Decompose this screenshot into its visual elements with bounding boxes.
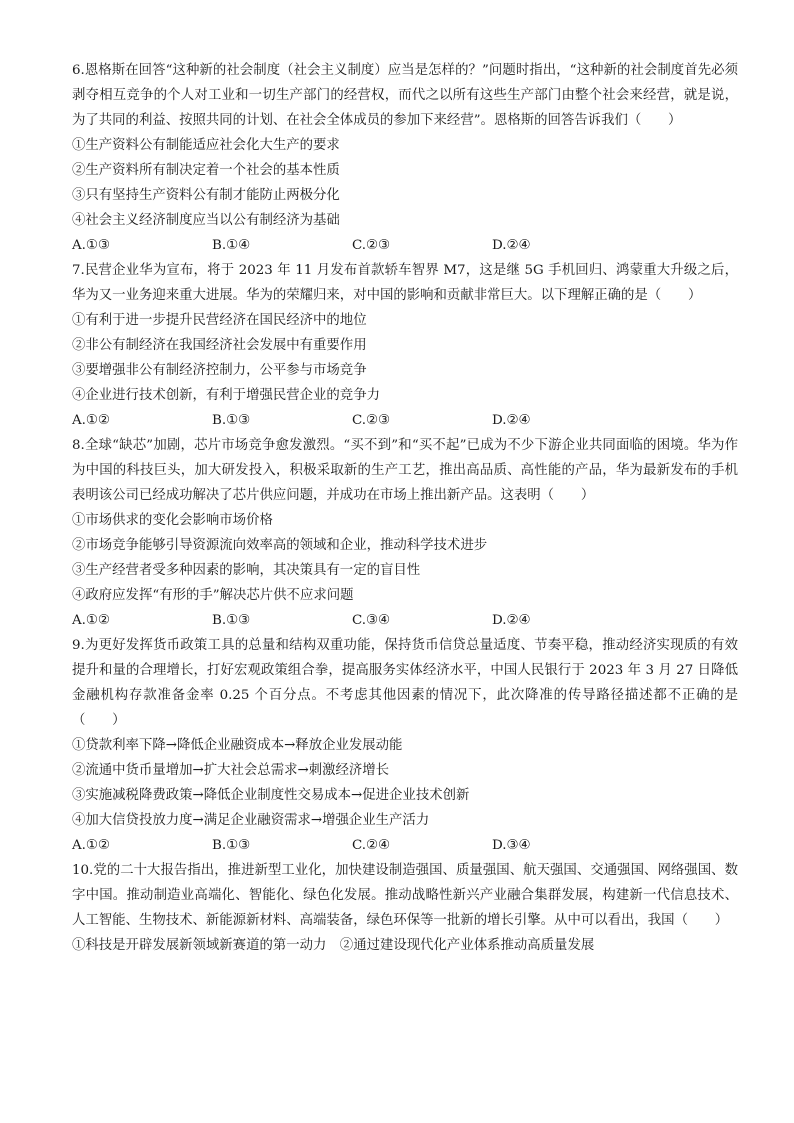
answer-choices [72,833,738,858]
statement: ④加大信贷投放力度→满足企业融资需求→增强企业生产活力 [72,813,430,828]
choice-d: D.②④ [492,613,531,628]
answer-choices [72,408,738,433]
choice-c: C.②③ [352,238,391,253]
statement: ①有利于进一步提升民营经济在国民经济中的地位 [72,313,367,328]
choice-c: C.②④ [352,838,391,853]
statement: ①贷款利率下降→降低企业融资成本→释放企业发展动能 [72,738,403,753]
statement: ①生产资料公有制能适应社会化大生产的要求 [72,138,340,153]
answer-choices [72,608,738,633]
statement: ②流通中货币量增加→扩大社会总需求→刺激经济增长 [72,763,390,778]
question-stem: 9.为更好发挥货币政策工具的总量和结构双重功能，保持货币信贷总量适度、节奏平稳，推动经济实现质的有效提升和量的合理增长，打好宏观政策组合拳，提高服务实体经济水平，中国人民银行于 2023 年 3 月 27 日降低金融机构存款准备金率 0.25 个百分点。不考虑其他因素的情况下，此次降准的传导路径描述都不正确的是（ ） [72,638,738,728]
choice-c: C.③④ [352,613,391,628]
choice-a: A.①② [72,613,110,628]
question-6 [72,58,738,258]
answer-choices [72,233,738,258]
statement: ②生产资料所有制决定着一个社会的基本性质 [72,163,340,178]
question-stem: 7.民营企业华为宣布，将于 2023 年 11 月发布首款轿车智界 M7，这是继 5G 手机回归、鸿蒙重大升级之后，华为又一业务迎来重大进展。华为的荣耀归来，对中国的影响和贡献非常巨大。以下理解正确的是（ ） [72,263,738,303]
question-8 [72,433,738,633]
statement: ④政府应发挥“有形的手”解决芯片供不应求问题 [72,588,354,603]
statement: ③只有坚持生产资料公有制才能防止两极分化 [72,188,340,203]
statement: ③实施减税降费政策→降低企业制度性交易成本→促进企业技术创新 [72,788,470,803]
statement: ④社会主义经济制度应当以公有制经济为基础 [72,213,340,228]
choice-d: D.③④ [492,838,531,853]
statement: ③生产经营者受多种因素的影响，其决策具有一定的盲目性 [72,563,421,578]
statement: ④企业进行技术创新，有利于增强民营企业的竞争力 [72,388,380,403]
question-stem: 10.党的二十大报告指出，推进新型工业化，加快建设制造强国、质量强国、航天强国、交通强国、网络强国、数字中国。推动制造业高端化、智能化、绿色化发展。推动战略性新兴产业融合集群发展，构建新一代信息技术、人工智能、生物技术、新能源新材料、高端装备，绿色环保等一批新的增长引擎。从中可以看出，我国（ ） [72,863,738,928]
choice-d: D.②④ [492,238,531,253]
choice-a: A.①③ [72,238,110,253]
question-10 [72,858,738,958]
question-stem: 8.全球“缺芯”加剧，芯片市场竞争愈发激烈。“买不到”和“买不起”已成为不少下游企业共同面临的困境。华为作为中国的科技巨头，加大研发投入，积极采取新的生产工艺，推出高品质、高性能的产品，华为最新发布的手机表明该公司已经成功解决了芯片供应问题，并成功在市场上推出新产品。这表明（ ） [72,438,738,503]
statement: ②市场竞争能够引导资源流向效率高的领域和企业，推动科学技术进步 [72,538,488,553]
question-stem: 6.恩格斯在回答“这种新的社会制度（社会主义制度）应当是怎样的？”问题时指出，“这种新的社会制度首先必须剥夺相互竞争的个人对工业和一切生产部门的经营权，而代之以所有这些生产部门由整个社会来经营，就是说，为了共同的利益、按照共同的计划、在社会全体成员的参加下来经营”。恩格斯的回答告诉我们（ ） [72,63,738,128]
choice-b: B.①③ [212,838,251,853]
choice-c: C.②③ [352,413,391,428]
statement: ①市场供求的变化会影响市场价格 [72,513,273,528]
statement: ③要增强非公有制经济控制力，公平参与市场竞争 [72,363,367,378]
choice-a: A.①② [72,413,110,428]
statement: ①科技是开辟发展新领域新赛道的第一动力 ②通过建设现代化产业体系推动高质量发展 [72,938,595,953]
choice-b: B.①④ [212,238,251,253]
statement: ②非公有制经济在我国经济社会发展中有重要作用 [72,338,367,353]
question-9 [72,633,738,858]
choice-a: A.①② [72,838,110,853]
choice-d: D.②④ [492,413,531,428]
choice-b: B.①③ [212,613,251,628]
choice-b: B.①③ [212,413,251,428]
question-7 [72,258,738,433]
exam-page [72,58,738,958]
